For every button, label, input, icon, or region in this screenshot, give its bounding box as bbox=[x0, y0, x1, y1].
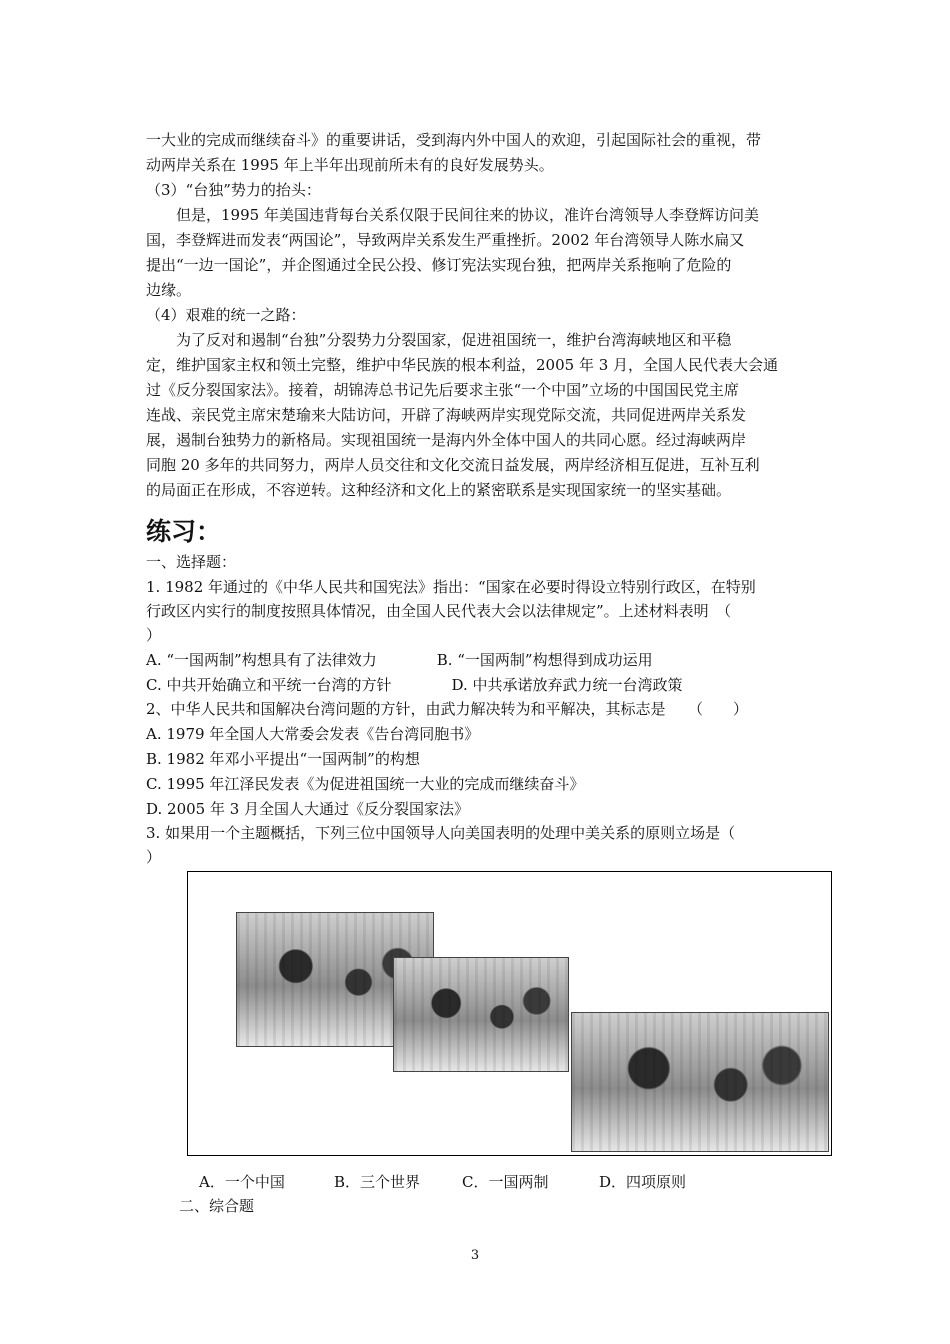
question-2-option-a: A. 1979 年全国人大常委会发表《告台湾同胞书》 bbox=[146, 725, 480, 743]
question-1-line: 1. 1982 年通过的《中华人民共和国宪法》指出：“国家在必要时得设立特别行政区，在特别 bbox=[146, 578, 756, 596]
paragraph-line: 过《反分裂国家法》。接着，胡锦涛总书记先后要求主张“一个中国”立场的中国国民党主席 bbox=[146, 381, 739, 399]
paragraph-line: 连战、亲民党主席宋楚瑜来大陆访问，开辟了海峡两岸实现党际交流，共同促进两岸关系发 bbox=[146, 406, 747, 424]
question-1-line: 行政区内实行的制度按照具体情况，由全国人民代表大会以法律规定”。上述材料表明 （ bbox=[146, 602, 732, 620]
question-3-option-c: C．一国两制 bbox=[462, 1173, 549, 1191]
question-3-option-a: A．一个中国 bbox=[199, 1173, 285, 1191]
question-2-option-d: D. 2005 年 3 月全国人大通过《反分裂国家法》 bbox=[146, 800, 470, 818]
question-3-options bbox=[199, 1171, 686, 1192]
paragraph-line: 国，李登辉进而发表“两国论”，导致两岸关系发生严重挫折。2002 年台湾领导人陈水扁又 bbox=[146, 231, 745, 249]
section-heading: 二、综合题 bbox=[179, 1197, 255, 1215]
question-2-stem: 2、中华人民共和国解决台湾问题的方针，由武力解决转为和平解决，其标志是 （ ） bbox=[146, 700, 749, 718]
leader-meeting-photo-2 bbox=[393, 957, 569, 1072]
paragraph-line: 的局面正在形成，不容逆转。这种经济和文化上的紧密联系是实现国家统一的坚实基础。 bbox=[146, 481, 732, 499]
subheading: （4）艰难的统一之路： bbox=[146, 306, 306, 324]
paragraph-line: 定，维护国家主权和领土完整，维护中华民族的根本利益，2005 年 3 月，全国人民代表大会通 bbox=[146, 356, 779, 374]
question-1-options-cd: C. 中共开始确立和平统一台湾的方针 D. 中共承诺放弃武力统一台湾政策 bbox=[146, 676, 683, 694]
question-1-line: ） bbox=[146, 626, 162, 644]
paragraph-line: 展，遏制台独势力的新格局。实现祖国统一是海内外全体中国人的共同心愿。经过海峡两岸 bbox=[146, 431, 747, 449]
question-3-line: ） bbox=[146, 848, 162, 866]
question-2-option-c: C. 1995 年江泽民发表《为促进祖国统一大业的完成而继续奋斗》 bbox=[146, 775, 585, 793]
paragraph-line: 同胞 20 多年的共同努力，两岸人员交往和文化交流日益发展，两岸经济相互促进，互补互利 bbox=[146, 456, 760, 474]
question-3-line: 3. 如果用一个主题概括，下列三位中国领导人向美国表明的处理中美关系的原则立场是（ bbox=[146, 824, 736, 842]
photo-collage-frame bbox=[187, 871, 832, 1156]
subheading: （3）“台独”势力的抬头： bbox=[146, 181, 321, 199]
paragraph-line: 一大业的完成而继续奋斗》的重要讲话，受到海内外中国人的欢迎，引起国际社会的重视，带 bbox=[146, 131, 762, 149]
leader-meeting-photo-3 bbox=[571, 1012, 829, 1152]
paragraph-line: 提出“一边一国论”，并企图通过全民公投、修订宪法实现台独，把两岸关系拖响了危险的 bbox=[146, 256, 732, 274]
section-heading: 一、选择题： bbox=[146, 553, 237, 571]
paragraph-line: 为了反对和遏制“台独”分裂势力分裂国家，促进祖国统一，维护台湾海峡地区和平稳 bbox=[176, 331, 732, 349]
question-3-option-d: D．四项原则 bbox=[599, 1173, 687, 1191]
paragraph-line: 边缘。 bbox=[146, 281, 192, 299]
question-3-option-b: B．三个世界 bbox=[334, 1173, 421, 1191]
paragraph-line: 动两岸关系在 1995 年上半年出现前所未有的良好发展势头。 bbox=[146, 156, 554, 174]
paragraph-line: 但是，1995 年美国违背每台关系仅限于民间往来的协议，准许台湾领导人李登辉访问美 bbox=[176, 206, 759, 224]
question-2-option-b: B. 1982 年邓小平提出“一国两制”的构想 bbox=[146, 750, 420, 768]
exercise-title: 练习： bbox=[146, 517, 222, 546]
page-number: 3 bbox=[470, 1248, 480, 1263]
question-1-options-ab: A. “一国两制”构想具有了法律效力 B. “一国两制”构想得到成功运用 bbox=[146, 651, 653, 669]
